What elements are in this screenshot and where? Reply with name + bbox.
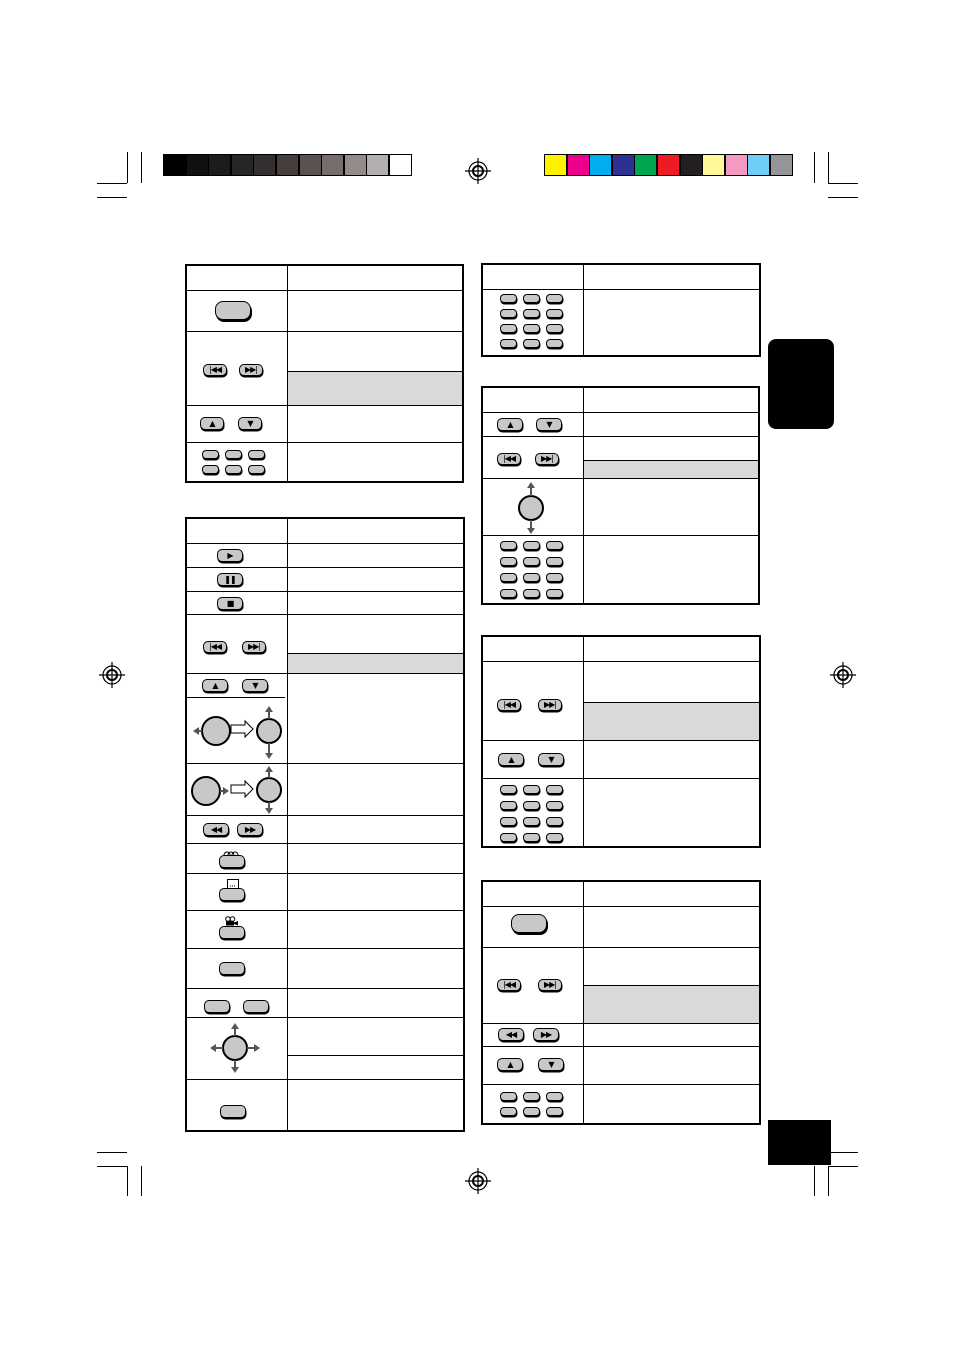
calibration-swatch bbox=[389, 154, 412, 176]
right-table-3 bbox=[481, 635, 761, 848]
number-key[interactable] bbox=[523, 589, 540, 598]
up-arrow-icon[interactable]: ▲ bbox=[498, 753, 524, 766]
number-key[interactable] bbox=[523, 339, 540, 348]
skip-prev-icon[interactable]: |◀◀ bbox=[497, 453, 521, 465]
registration-mark-left bbox=[99, 662, 125, 688]
oval-button[interactable] bbox=[511, 914, 547, 933]
play-icon[interactable]: ▶ bbox=[217, 549, 243, 562]
number-key[interactable] bbox=[546, 309, 563, 318]
calibration-swatch bbox=[299, 154, 322, 176]
down-arrow-icon[interactable]: ▼ bbox=[538, 753, 564, 766]
number-key[interactable] bbox=[248, 450, 265, 459]
calibration-swatch bbox=[770, 154, 793, 176]
number-key[interactable] bbox=[523, 541, 540, 550]
number-key[interactable] bbox=[500, 573, 517, 582]
subtitle-button[interactable] bbox=[219, 888, 245, 901]
page-number-box bbox=[768, 1120, 831, 1165]
number-key[interactable] bbox=[500, 1107, 517, 1116]
oval-button[interactable] bbox=[220, 1105, 246, 1118]
calibration-swatch bbox=[544, 154, 567, 176]
rewind-icon[interactable]: ◀◀ bbox=[498, 1028, 524, 1041]
number-key[interactable] bbox=[546, 801, 563, 810]
number-key[interactable] bbox=[546, 1092, 563, 1101]
number-key[interactable] bbox=[500, 1092, 517, 1101]
calibration-swatch bbox=[657, 154, 680, 176]
skip-next-icon[interactable]: ▶▶| bbox=[239, 364, 263, 376]
stop-icon[interactable]: ■ bbox=[217, 597, 243, 610]
number-key[interactable] bbox=[546, 833, 563, 842]
number-key[interactable] bbox=[523, 557, 540, 566]
calibration-swatch bbox=[366, 154, 389, 176]
number-key[interactable] bbox=[546, 324, 563, 333]
up-arrow-icon[interactable]: ▲ bbox=[202, 679, 228, 692]
number-key[interactable] bbox=[500, 309, 517, 318]
oval-button[interactable] bbox=[219, 962, 245, 975]
number-key[interactable] bbox=[500, 339, 517, 348]
calibration-swatch bbox=[321, 154, 344, 176]
skip-prev-icon[interactable]: |◀◀ bbox=[497, 699, 521, 711]
skip-prev-icon[interactable]: |◀◀ bbox=[497, 979, 521, 991]
number-key[interactable] bbox=[546, 294, 563, 303]
down-arrow-icon[interactable]: ▼ bbox=[238, 417, 262, 430]
calibration-swatch bbox=[567, 154, 590, 176]
number-key[interactable] bbox=[546, 541, 563, 550]
number-key[interactable] bbox=[500, 801, 517, 810]
right-table-4 bbox=[481, 880, 761, 1125]
number-key[interactable] bbox=[546, 589, 563, 598]
fast-forward-icon[interactable]: ▶▶ bbox=[237, 823, 263, 836]
skip-next-icon[interactable]: ▶▶| bbox=[242, 641, 266, 653]
calibration-swatch bbox=[589, 154, 612, 176]
number-key[interactable] bbox=[546, 1107, 563, 1116]
left-oval-button[interactable] bbox=[204, 1000, 230, 1013]
left-table-2 bbox=[185, 517, 465, 1132]
number-key[interactable] bbox=[500, 557, 517, 566]
up-arrow-icon[interactable]: ▲ bbox=[497, 1058, 523, 1071]
calibration-swatch bbox=[612, 154, 635, 176]
down-arrow-icon[interactable]: ▼ bbox=[538, 1058, 564, 1071]
up-arrow-icon[interactable]: ▲ bbox=[497, 418, 523, 431]
number-key[interactable] bbox=[523, 801, 540, 810]
registration-mark-right bbox=[830, 662, 856, 688]
number-key[interactable] bbox=[500, 817, 517, 826]
control-stick-diagram-right-then-updown bbox=[189, 765, 287, 820]
down-arrow-icon[interactable]: ▼ bbox=[242, 679, 268, 692]
number-key[interactable] bbox=[523, 324, 540, 333]
number-key[interactable] bbox=[523, 573, 540, 582]
calibration-swatch bbox=[634, 154, 657, 176]
number-key[interactable] bbox=[500, 589, 517, 598]
up-arrow-icon[interactable]: ▲ bbox=[200, 417, 224, 430]
skip-next-icon[interactable]: ▶▶| bbox=[538, 699, 562, 711]
calibration-swatch bbox=[276, 154, 299, 176]
audio-button[interactable] bbox=[219, 855, 245, 868]
calibration-swatch bbox=[186, 154, 209, 176]
control-stick-diagram-left-then-updown bbox=[189, 703, 287, 766]
number-key[interactable] bbox=[523, 294, 540, 303]
calibration-swatch bbox=[231, 154, 254, 176]
number-key[interactable] bbox=[523, 833, 540, 842]
right-table-1 bbox=[481, 263, 761, 357]
number-key[interactable] bbox=[546, 817, 563, 826]
skip-next-icon[interactable]: ▶▶| bbox=[538, 979, 562, 991]
number-key[interactable] bbox=[202, 450, 219, 459]
calibration-swatch bbox=[680, 154, 703, 176]
number-key[interactable] bbox=[202, 465, 219, 474]
number-key[interactable] bbox=[546, 339, 563, 348]
registration-mark-bottom bbox=[465, 1168, 491, 1194]
control-stick-icon[interactable] bbox=[209, 1022, 261, 1079]
number-key[interactable] bbox=[523, 1107, 540, 1116]
calibration-swatch bbox=[253, 154, 276, 176]
number-key[interactable] bbox=[500, 324, 517, 333]
number-key[interactable] bbox=[225, 465, 242, 474]
number-key[interactable] bbox=[500, 294, 517, 303]
right-oval-button[interactable] bbox=[243, 1000, 269, 1013]
angle-button[interactable] bbox=[219, 926, 245, 939]
skip-next-icon[interactable]: ▶▶| bbox=[535, 453, 559, 465]
calibration-swatch bbox=[702, 154, 725, 176]
section-tab bbox=[768, 339, 834, 429]
right-table-2 bbox=[481, 386, 760, 605]
calibration-swatch bbox=[344, 154, 367, 176]
number-key[interactable] bbox=[225, 450, 242, 459]
number-key[interactable] bbox=[248, 465, 265, 474]
calibration-swatch bbox=[747, 154, 770, 176]
number-key[interactable] bbox=[546, 573, 563, 582]
registration-mark-top bbox=[465, 158, 491, 184]
down-arrow-icon[interactable]: ▼ bbox=[536, 418, 562, 431]
number-key[interactable] bbox=[500, 785, 517, 794]
fast-forward-icon[interactable]: ▶▶ bbox=[533, 1028, 559, 1041]
control-stick-updown-icon[interactable] bbox=[513, 481, 549, 540]
number-key[interactable] bbox=[523, 309, 540, 318]
rewind-icon[interactable]: ◀◀ bbox=[203, 823, 229, 836]
number-key[interactable] bbox=[523, 817, 540, 826]
number-key[interactable] bbox=[523, 785, 540, 794]
number-key[interactable] bbox=[546, 557, 563, 566]
calibration-swatch bbox=[725, 154, 748, 176]
number-key[interactable] bbox=[546, 785, 563, 794]
left-table-1 bbox=[185, 264, 464, 483]
skip-prev-icon[interactable]: |◀◀ bbox=[203, 364, 227, 376]
pause-icon[interactable]: ❚❚ bbox=[217, 573, 243, 586]
number-key[interactable] bbox=[500, 833, 517, 842]
calibration-swatch bbox=[163, 154, 186, 176]
number-key[interactable] bbox=[523, 1092, 540, 1101]
calibration-swatch bbox=[208, 154, 231, 176]
skip-prev-icon[interactable]: |◀◀ bbox=[203, 641, 227, 653]
oval-button[interactable] bbox=[215, 301, 251, 320]
number-key[interactable] bbox=[500, 541, 517, 550]
